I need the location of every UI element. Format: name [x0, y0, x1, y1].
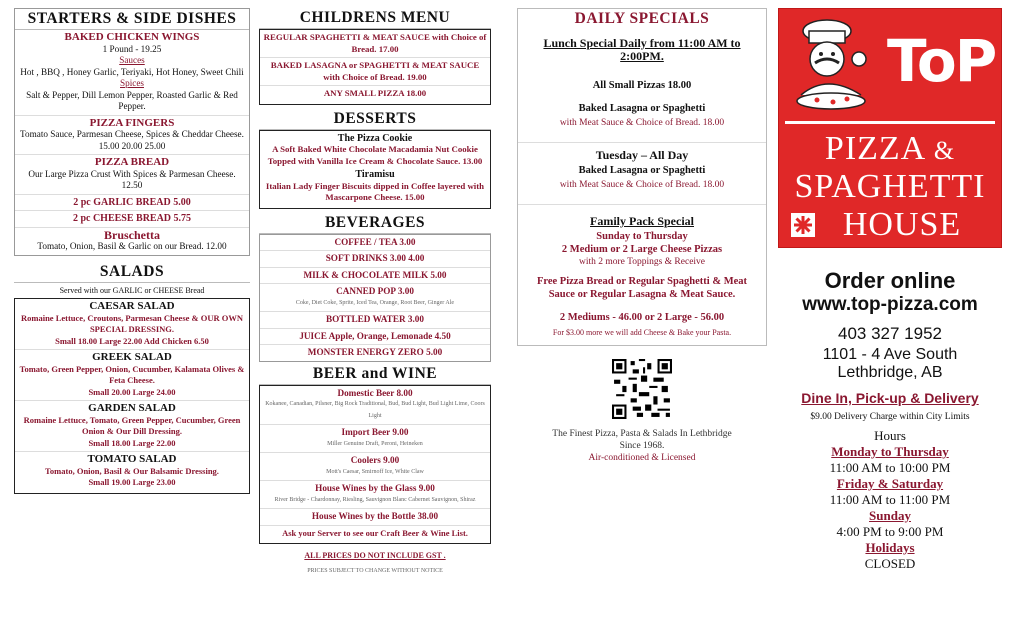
family-note: For $3.00 more we will add Cheese & Bake your Pasta. [552, 328, 732, 337]
footer-tagline: The Finest Pizza, Pasta & Salads In Lethbridge [552, 429, 732, 439]
hours-fri-sat: 11:00 AM to 11:00 PM [829, 492, 951, 507]
bev-water: BOTTLED WATER 3.00 [260, 312, 490, 329]
starters-title: STARTERS & SIDE DISHES [15, 9, 249, 30]
bev-juice: JUICE Apple, Orange, Lemonade 4.50 [260, 329, 490, 346]
menu-item-kids-pizza: ANY SMALL PIZZA 18.00 [323, 88, 427, 98]
item-price: Small 20.00 Large 24.00 [88, 386, 176, 397]
beverages-box [259, 234, 491, 362]
bev-monster: MONSTER ENERGY ZERO 5.00 [307, 347, 443, 357]
hours-fri-sat-label: Friday & Saturday [836, 476, 944, 491]
logo-divider [785, 121, 995, 124]
children-box [259, 29, 491, 105]
phone-number[interactable]: 403 327 1952 [838, 324, 942, 343]
logo-top-text: ToP [887, 27, 996, 95]
item-name: Bruschetta [104, 227, 160, 242]
item-name: BAKED CHICKEN WINGS [64, 31, 200, 43]
logo-pizza [779, 131, 1001, 169]
item-desc: River Bridge - Chardonnay, Riesling, Sauvignon Blanc Cabernet Sauvignon, Shiraz [274, 496, 476, 503]
star-icon [791, 213, 815, 237]
bev-canned [260, 284, 490, 312]
footer-since: Since 1968. [619, 441, 665, 451]
website-link[interactable]: www.top-pizza.com [802, 294, 978, 315]
order-online: Order online [824, 268, 956, 293]
menu-item-greek [15, 350, 249, 401]
menu-item-garlic-bread: 2 pc GARLIC BREAD 5.00 [15, 195, 249, 212]
item-name: CANNED POP 3.00 [336, 286, 414, 296]
chef-icon [787, 17, 879, 115]
item-desc: Mott's Caesar, Smirnoff Ice, White Claw [326, 468, 424, 475]
family-days: Sunday to Thursday [596, 231, 688, 242]
menu-item-wings [15, 30, 249, 116]
beer-domestic [260, 386, 490, 426]
item-name: Tiramisu [355, 169, 395, 180]
salads-note: Served with our GARLIC or CHEESE Bread [59, 285, 205, 295]
sauces-list: Hot , BBQ , Honey Garlic, Teriyaki, Hot Honey, Sweet Chili [20, 66, 244, 77]
daily-specials-title: DAILY SPECIALS [574, 10, 710, 27]
menu-item-caesar [15, 299, 249, 350]
salads-box [14, 298, 250, 494]
starters-section [14, 8, 250, 256]
item-name: GREEK SALAD [92, 351, 172, 363]
salads-section [14, 262, 250, 494]
gst-note: ALL PRICES DO NOT INCLUDE GST . [304, 551, 446, 560]
craft-note: Ask your Server to see our Craft Beer & Wine List. [282, 527, 468, 538]
menu-item-bruschetta [15, 228, 249, 255]
sauces-label: Sauces [119, 55, 145, 65]
logo-pizza-word: PIZZA [824, 130, 925, 167]
price-change-note: PRICES SUBJECT TO CHANGE WITHOUT NOTICE [307, 567, 443, 574]
menu-item-tomato [15, 452, 249, 491]
tuesday-lasagna-desc: with Meat Sauce & Choice of Bread. 18.00 [518, 177, 766, 205]
lunch-lasagna-desc: with Meat Sauce & Choice of Bread. 18.00 [518, 115, 766, 143]
item-price: 15.00 20.00 25.00 [98, 140, 166, 151]
hours-mon-thu: 11:00 AM to 10:00 PM [829, 460, 951, 475]
dine-in-info: Dine In, Pick-up & Delivery [801, 390, 979, 406]
menu-item-pizza-bread [15, 155, 249, 195]
desserts-title: DESSERTS [259, 109, 491, 130]
column-daily-specials [517, 8, 767, 464]
family-free: Free Pizza Bread or Regular Spaghetti & Meat Sauce or Regular Lasagna & Meat Sauce. [536, 276, 748, 300]
hours-holidays: CLOSED [864, 556, 916, 571]
item-price: Small 19.00 Large 23.00 [88, 477, 176, 487]
address-line1: 1101 - 4 Ave South [822, 346, 958, 363]
menu-item-fingers [15, 116, 249, 156]
item-desc: Romaine Lettuce, Tomato, Green Pepper, Cucumber, Green Onion & Our Dill Dressing. [23, 414, 241, 436]
menu-item-cheese-bread: 2 pc CHEESE BREAD 5.75 [15, 211, 249, 228]
item-desc: Italian Lady Finger Biscuits dipped in Coffee layered with Mascarpone Cheese. 15.00 [265, 180, 485, 202]
children-title: CHILDRENS MENU [259, 8, 491, 29]
item-desc: Tomato Sauce, Parmesan Cheese, Spices & Cheddar Cheese. [20, 129, 244, 139]
item-name: PIZZA FINGERS [89, 116, 175, 129]
item-desc: Romaine Lettuce, Croutons, Parmesan Cheese & OUR OWN SPECIAL DRESSING. [21, 312, 243, 334]
item-name: GARDEN SALAD [88, 402, 176, 414]
footer-ac: Air-conditioned & Licensed [588, 453, 696, 463]
family-price: 2 Mediums - 46.00 or 2 Large - 56.00 [559, 312, 725, 323]
lunch-pizzas: All Small Pizzas 18.00 [592, 80, 692, 91]
item-price: Small 18.00 Large 22.00 [88, 437, 176, 448]
bev-soft: SOFT DRINKS 3.00 4.00 [260, 251, 490, 268]
beer-wine-title: BEER and WINE [259, 364, 491, 385]
tuesday-title: Tuesday – All Day [595, 148, 689, 162]
restaurant-logo [778, 8, 1002, 248]
logo-spaghetti: SPAGHETTI [794, 168, 986, 205]
item-name: The Pizza Cookie [337, 132, 413, 144]
item-name: Domestic Beer 8.00 [337, 387, 413, 398]
column-starters-salads [14, 8, 250, 498]
item-desc: Tomato, Onion, Basil & Garlic on our Bread. 12.00 [37, 241, 227, 251]
item-desc: Our Large Pizza Crust With Spices & Parmesan Cheese. 12.50 [28, 168, 236, 190]
item-name: Coolers 9.00 [350, 455, 400, 465]
item-desc: Miller Genuine Draft, Peroni, Heineken [327, 440, 423, 447]
menu-item-kids-lasagna: BAKED LASAGNA or SPAGHETTI & MEAT SAUCE with Choice of Bread. 19.00 [260, 58, 490, 86]
qr-code[interactable] [612, 354, 672, 424]
wine-bottle: House Wines by the Bottle 38.00 [260, 509, 490, 526]
hours-holidays-label: Holidays [865, 540, 915, 555]
item-name: TOMATO SALAD [87, 453, 177, 465]
tuesday-lasagna: Baked Lasagna or Spaghetti [578, 165, 706, 176]
lunch-lasagna: Baked Lasagna or Spaghetti [578, 103, 706, 114]
item-name: Import Beer 9.00 [341, 427, 409, 437]
desserts-box [259, 130, 491, 209]
menu-item-kids-spaghetti: REGULAR SPAGHETTI & MEAT SAUCE with Choice of Bread. 17.00 [260, 30, 490, 58]
item-name: House Wines by the Glass 9.00 [315, 483, 435, 493]
menu-item-cookie [260, 131, 490, 168]
item-price: 1 Pound - 19.25 [102, 43, 162, 54]
menu-item-garden [15, 401, 249, 452]
salads-title: SALADS [14, 262, 250, 283]
logo-ampersand: & [933, 136, 956, 165]
hours-title: Hours [874, 428, 906, 443]
lunch-title: Lunch Special Daily from 11:00 AM to 2:00PM. [543, 36, 741, 63]
menu-item-tiramisu [260, 167, 490, 206]
item-price: Small 18.00 Large 22.00 Add Chicken 6.50 [55, 335, 209, 346]
wine-glass [260, 481, 490, 509]
beer-coolers [260, 453, 490, 481]
family-title: Family Pack Special [590, 214, 694, 228]
item-desc: Tomato, Green Pepper, Onion, Cucumber, Kalamata Olives & Feta Cheese. [19, 363, 245, 385]
family-line2: with 2 more Toppings & Receive [578, 257, 706, 267]
daily-specials-box [517, 8, 767, 346]
column-logo-info [778, 8, 1002, 572]
logo-house: HOUSE [842, 206, 962, 243]
item-name: PIZZA BREAD [94, 156, 170, 168]
beer-import [260, 425, 490, 453]
hours-sunday-label: Sunday [869, 508, 911, 523]
hours-sunday: 4:00 PM to 9:00 PM [836, 524, 944, 539]
item-desc: Coke, Diet Coke, Sprite, Iced Tea, Orange, Root Beer, Ginger Ale [295, 299, 455, 306]
item-name: CAESAR SALAD [89, 300, 175, 312]
delivery-charge: $9.00 Delivery Charge within City Limits [810, 412, 970, 422]
beverages-title: BEVERAGES [259, 213, 491, 234]
family-line1: 2 Medium or 2 Large Cheese Pizzas [561, 244, 723, 255]
item-desc: A Soft Baked White Chocolate Macadamia Nut Cookie Topped with Vanilla Ice Cream & Chocolate Sauce. 13.00 [267, 144, 483, 166]
item-desc: Kokanee, Canadian, Pilsner, Big Rock Traditional, Bud, Bud Light, Bud Light Lime, Coors Light [265, 401, 485, 419]
hours-mon-thu-label: Monday to Thursday [831, 444, 949, 459]
address-line2: Lethbridge, AB [837, 364, 943, 381]
beer-wine-box [259, 385, 491, 545]
spices-list: Salt & Pepper, Dill Lemon Pepper, Roasted Garlic & Red Pepper. [26, 89, 238, 111]
bev-coffee: COFFEE / TEA 3.00 [260, 235, 490, 252]
spices-label: Spices [120, 78, 144, 88]
item-desc: Tomato, Onion, Basil & Our Balsamic Dressing. [45, 465, 219, 476]
bev-milk: MILK & CHOCOLATE MILK 5.00 [260, 268, 490, 285]
column-children-desserts-drinks [259, 8, 491, 579]
